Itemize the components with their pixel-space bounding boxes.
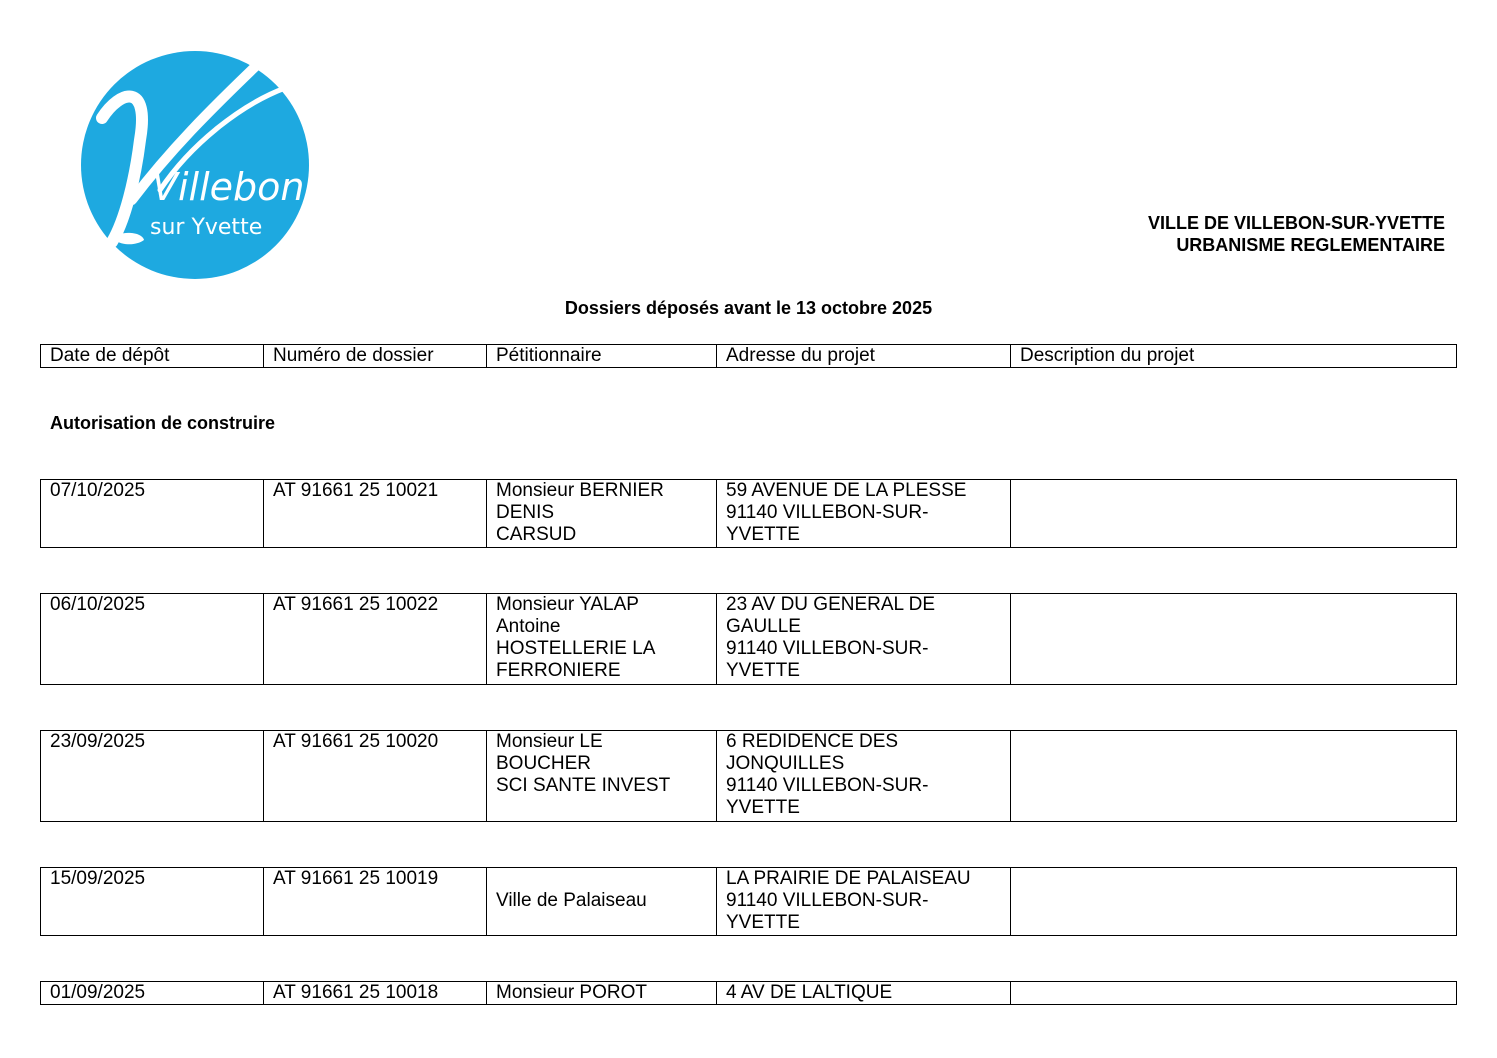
cell-numero: AT 91661 25 10019 [264, 868, 487, 936]
adresse-line: LA PRAIRIE DE PALAISEAU [726, 868, 971, 889]
logo-text-primary: Villebon [152, 165, 305, 209]
petitionnaire-line: Antoine [496, 616, 561, 637]
adresse-line: 23 AV DU GENERAL DE [726, 594, 936, 615]
adresse-line: GAULLE [726, 616, 801, 637]
adresse-line: 4 AV DE LALTIQUE [726, 982, 893, 1003]
organization-header [1148, 212, 1445, 256]
cell-numero: AT 91661 25 10018 [264, 982, 487, 1005]
cell-date: 01/09/2025 [41, 982, 264, 1005]
column-header-description: Description du projet [1011, 345, 1457, 368]
cell-description [1011, 731, 1457, 822]
cell-numero: AT 91661 25 10020 [264, 731, 487, 822]
dossier-table [40, 593, 1457, 685]
petitionnaire-line [496, 868, 707, 890]
dossier-table [40, 479, 1457, 548]
adresse-line: YVETTE [726, 912, 800, 933]
cell-description [1011, 982, 1457, 1005]
cell-description [1011, 594, 1457, 685]
table-row [41, 868, 1457, 936]
petitionnaire-line: Ville de Palaiseau [496, 890, 647, 911]
petitionnaire-line: SCI SANTE INVEST [496, 775, 671, 796]
petitionnaire-line: Monsieur BERNIER [496, 480, 664, 501]
column-header-table [40, 344, 1457, 368]
column-header-numero: Numéro de dossier [264, 345, 487, 368]
adresse-line: JONQUILLES [726, 753, 845, 774]
org-name: VILLE DE VILLEBON-SUR-YVETTE [1147, 213, 1445, 233]
adresse-line: 91140 VILLEBON-SUR- [726, 502, 929, 523]
dossier-table [40, 867, 1457, 936]
villebon-logo [80, 50, 310, 280]
petitionnaire-line: CARSUD [496, 524, 577, 545]
column-header-row [41, 345, 1457, 368]
table-row [41, 731, 1457, 822]
cell-adresse [717, 480, 1011, 548]
cell-date: 06/10/2025 [41, 594, 264, 685]
petitionnaire-line: Monsieur LE [496, 731, 603, 752]
adresse-line: 59 AVENUE DE LA PLESSE [726, 480, 967, 501]
cell-adresse [717, 868, 1011, 936]
dossier-table [40, 981, 1457, 1005]
cell-numero: AT 91661 25 10022 [264, 594, 487, 685]
cell-adresse [717, 594, 1011, 685]
logo-text-secondary: sur Yvette [150, 215, 263, 240]
cell-numero: AT 91661 25 10021 [264, 480, 487, 548]
petitionnaire-line: Monsieur YALAP [496, 594, 639, 615]
cell-description [1011, 480, 1457, 548]
cell-petitionnaire [487, 731, 717, 822]
adresse-line: 6 REDIDENCE DES [726, 731, 899, 752]
column-header-adresse: Adresse du projet [717, 345, 1011, 368]
org-department: URBANISME REGLEMENTAIRE [1176, 235, 1445, 255]
table-row [41, 594, 1457, 685]
petitionnaire-line: Monsieur POROT [496, 982, 647, 1003]
petitionnaire-line: FERRONIERE [496, 660, 621, 681]
petitionnaire-line: DENIS [496, 502, 555, 523]
adresse-line: 91140 VILLEBON-SUR- [726, 775, 929, 796]
cell-petitionnaire [487, 982, 717, 1005]
table-row [41, 480, 1457, 548]
cell-adresse [717, 731, 1011, 822]
cell-petitionnaire [487, 480, 717, 548]
adresse-line: YVETTE [726, 524, 800, 545]
cell-description [1011, 868, 1457, 936]
adresse-line: 91140 VILLEBON-SUR- [726, 638, 929, 659]
cell-adresse [717, 982, 1011, 1005]
petitionnaire-line: BOUCHER [496, 753, 592, 774]
column-header-date: Date de dépôt [41, 345, 264, 368]
table-row [41, 982, 1457, 1005]
adresse-line: YVETTE [726, 660, 800, 681]
cell-date: 23/09/2025 [41, 731, 264, 822]
cell-petitionnaire [487, 594, 717, 685]
adresse-line: YVETTE [726, 797, 800, 818]
petitionnaire-line: HOSTELLERIE LA [496, 638, 656, 659]
cell-date: 15/09/2025 [41, 868, 264, 936]
column-header-petitionnaire: Pétitionnaire [487, 345, 717, 368]
dossier-table [40, 730, 1457, 822]
section-title: Autorisation de construire [50, 413, 276, 433]
cell-date: 07/10/2025 [41, 480, 264, 548]
cell-petitionnaire [487, 868, 717, 936]
adresse-line: 91140 VILLEBON-SUR- [726, 890, 929, 911]
document-title: Dossiers déposés avant le 13 octobre 2025 [564, 298, 933, 318]
